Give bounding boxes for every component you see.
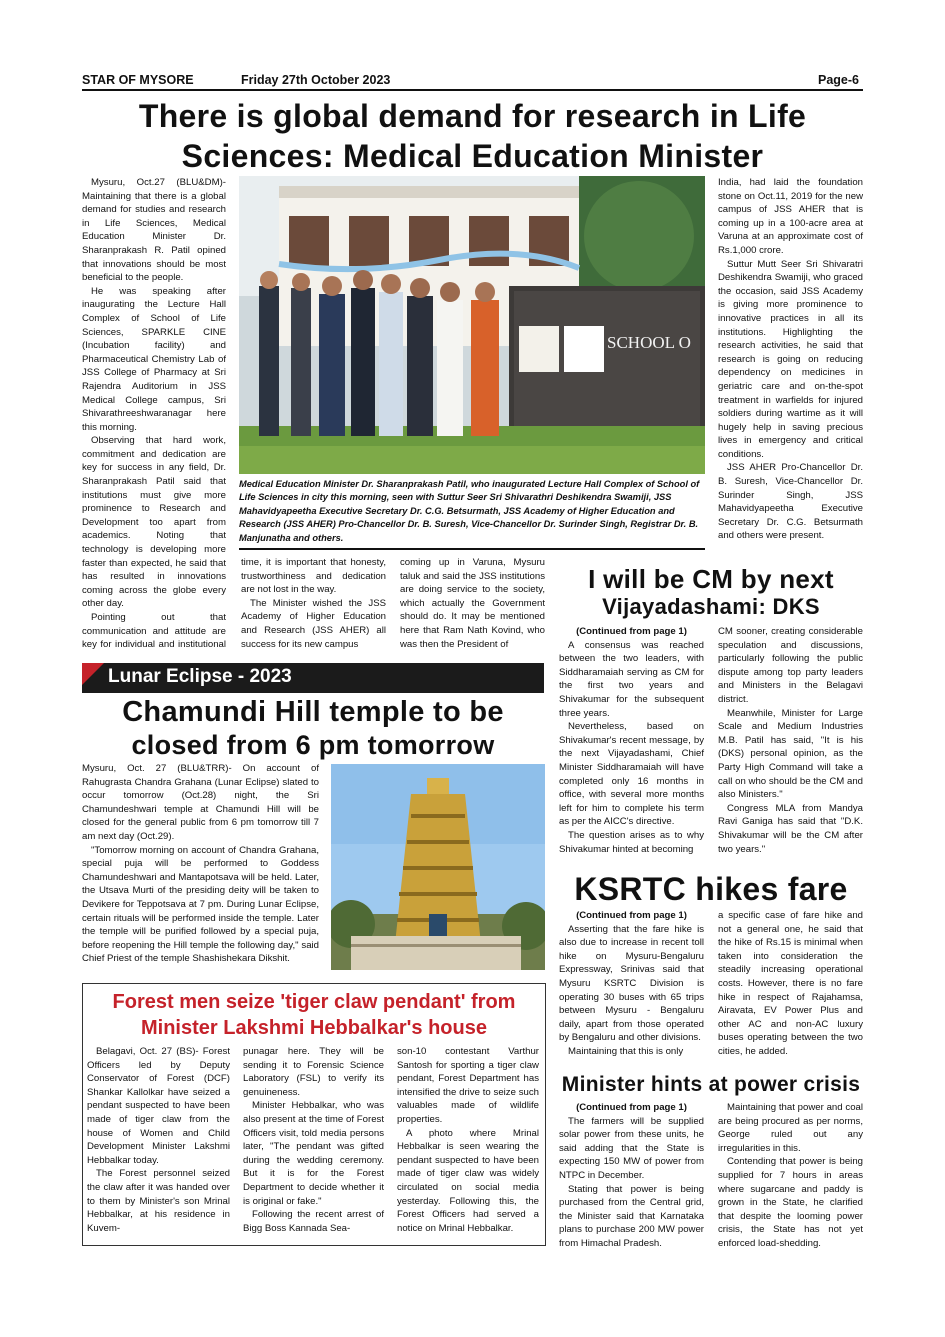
lead-paragraph: coming up in Varuna, Mysuru taluk and said the JSS institutions are doing service to the society, which actually the Government should do. It may be mentioned here that Ram Nath Kovind, who was then the President of [400,557,545,650]
forest-paragraph: Belagavi, Oct. 27 (BS)- Forest Officers led by Deputy Conservator of Forest (DCF) Shankar Kallolkar have seized a pendant suspected to have been made of tiger claw from the house of Women and Child Development Minister Lakshmi Hebbalkar today. [87,1046,230,1166]
cm-paragraph: A consensus was reached between the two leaders, with Siddharamaiah serving as CM for the first two years and Shivakumar for the subsequent three years. [559,639,704,719]
temple-photo [331,764,545,970]
forest-column-2 [243,1045,384,1235]
lead-column-1 [82,176,226,650]
cm-column-2 [718,625,863,856]
forest-headline-line2: Minister Lakshmi Hebbalkar's house [141,1017,487,1039]
cm-paragraph: Meanwhile, Minister for Large Scale and Medium Industries M.B. Patil has said, "It is his (DKS) personal opinion, as the Party High Command will take a call on who should be the CM and also Ministers." [718,707,863,801]
lead-paragraph: The Minister wished the JSS Academy of Higher Education and Research (JSS AHER) all success for its new campus [241,597,386,650]
forest-paragraph: punagar here. They will be sending it to Forensic Science Laboratory (FSL) to verify its genuineness. [243,1046,384,1098]
cm-paragraph: The question arises as to why Shivakumar hinted at becoming [559,829,704,855]
lead-headline-line1: There is global demand for research in Life [138,98,807,134]
paper-name: STAR OF MYSORE [82,73,194,87]
lead-paragraph: time, it is important that honesty, trustworthiness and dedication are not lost in the way. [241,557,386,596]
header-rule [82,89,863,91]
lead-column-2 [241,556,386,651]
ksrtc-headline: KSRTC hikes fare [574,871,848,907]
lunar-eclipse-banner [82,663,544,693]
photo-sign-text: SCHOOL O [607,333,691,352]
cm-paragraph: Congress MLA from Mandya Ravi Ganiga has said that "D.K. Shivakumar will be the CM after two years." [718,802,863,855]
banner-text: Lunar Eclipse - 2023 [108,666,292,687]
lead-headline-line2: Sciences: Medical Education Minister [181,138,764,174]
cm-headline-line1: I will be CM by next [588,564,834,594]
cm-headline-line2: Vijayadashami: DKS [602,594,820,619]
power-headline: Minister hints at power crisis [561,1073,861,1096]
continued-label: (Continued from page 1) [576,626,687,637]
eclipse-paragraph: "Tomorrow morning on account of Chandra Grahana, special puja will be performed to Goddess Chamundeshwari and Mantapotsava will be held. Later, the Utsava Murti of the presiding deity will be taken to Devikere for Teppotsava at 7 pm. During Lunar Eclipse, certain rituals will be performed inside the temple. Later the temple will be purified followed by a special puja, before reopening the Hill temple the following day," said Chief Priest of the temple Shashishekara Dikshit. [82,844,319,965]
eclipse-headline-line2: closed from 6 pm tomorrow [131,730,495,760]
forest-headline-line1: Forest men seize 'tiger claw pendant' from [112,991,516,1013]
eclipse-paragraph: Mysuru, Oct. 27 (BLU&TRR)- On account of Rahugrasta Chandra Grahana (Lunar Eclipse) slated to occur tomorrow (Oct.28) night, the Sri Chamundeshwari temple at Chamundi Hill will be closed for the general public from 6 pm tomorrow till 7 am next day (Oct.29). [82,763,319,842]
forest-paragraph: son-10 contestant Varthur Santosh for sporting a tiger claw pendant, Forest Department has intensified the drive to seize such valuables made of wildlife properties. [397,1046,539,1125]
power-paragraph: Contending that power is being supplied for 7 hours in areas where sugarcane and paddy is grown in the State, he clarified that despite the looming power crisis, the State has not yet enforced load-shedding. [718,1156,863,1249]
lead-photo-caption: Medical Education Minister Dr. Sharanprakash Patil, who inaugurated Lecture Hall Complex of School of Life Sciences in city this morning, seen with Suttur Seer Sri Shivarathri Deshikendra Swamiji, JSS Mahavidyapeetha Executive Secretary Dr. C.G. Betsurmath, JSS Academy of Higher Education and Research (JSS AHER) Pro-Chancellor Dr. B. Suresh, Vice-Chancellor Dr. Surinder Singh, Registrar Dr. B. Manjunatha and others. [239,479,700,543]
cm-column-1 [559,625,704,856]
ksrtc-paragraph: Asserting that the fare hike is also due to increase in recent toll hike on Mysuru-Bengaluru Expressway, Srinivas said that Mysuru KSRTC Division is operating 30 buses with 65 trips between Mysuru - Bengaluru daily, apart from those operated by Bengaluru and other divisions. [559,923,704,1044]
lead-paragraph: Suttur Mutt Seer Sri Shivaratri Deshikendra Swamiji, who graced the occasion, said JSS Academy is giving more prominence to innovative practices in all its institutions. Highlighting the research activities, he said that research is going on reducing dependency on medicines in geriatric care and on-the-spot treatment in warfields for injured soldiers during wartime as it will hugely help in saving precious lives in emergency and critical conditions. [718,258,863,460]
ksrtc-column-2 [718,909,863,1059]
lead-paragraph: Observing that hard work, commitment and dedication are key for success in any field, Dr. Sharanprakash Patil said that institutions must give more prominence to Research and Development too apart from academics. Noting that technology is developing more faster than expected, he said that has resulted in innovations coming across the globe every other day. [82,435,226,610]
ksrtc-paragraph: Maintaining that this is only [568,1045,684,1057]
lead-column-3 [400,556,545,651]
ksrtc-paragraph: a specific case of fare hike and not a general one, he said that the hike of Rs.15 is minimal when taken into consideration the steadily increasing operational costs. However, there is no fare hike in respect of Rajahamsa, Airavata, EV Power Plus and other AC and non-AC luxury buses operating between the two cities, he added. [718,910,863,1057]
power-column-2 [718,1101,863,1251]
power-column-1 [559,1101,704,1251]
forest-column-1 [87,1045,230,1235]
page-number: Page-6 [818,73,859,87]
ksrtc-column-1 [559,909,704,1059]
forest-paragraph: A photo where Mrinal Hebbalkar is seen wearing the pendant suspected to have been made of tiger claw was widely circulated on social media yesterday. Following this, the Forest Officers had served a notice on Mrinal Hebbalkar. [397,1127,539,1234]
lead-paragraph: Mysuru, Oct.27 (BLU&DM)- Maintaining that there is a global demand for studies and research in Life Sciences, Medical Education Minister Dr. Sharanprakash R. Patil opined that innovations should be most beneficial to the people. [82,177,226,284]
forest-paragraph: The Forest personnel seized the claw after it was handed over to them by Minister's son Mrinal Hebbalkar, at his residence in Kuvem- [87,1168,230,1234]
continued-label: (Continued from page 1) [576,1102,687,1113]
lead-paragraph: He was speaking after inaugurating the Lecture Hall Complex of School of Life Sciences, SPARKLE CINE (Incubation facility) and Pharmaceutical Chemistry Lab of JSS College of Pharmacy at Sri Rajendra Auditorium in JSS Medical College campus, Sri Shivarathreeshwaranagar here this morning. [82,285,226,433]
caption-rule [239,548,705,550]
lead-paragraph: India, had laid the foundation stone on Oct.11, 2019 for the new campus of JSS AHER that is coming up in a 100-acre area at Varuna at an approximate cost of Rs.1,000 crore. [718,177,863,256]
eclipse-headline-line1: Chamundi Hill temple to be [122,696,504,728]
lead-paragraph: JSS AHER Pro-Chancellor Dr. B. Suresh, Vice-Chancellor Dr. Surinder Singh, JSS Mahavidyapeetha Executive Secretary Dr. C.G. Betsurmath and others were present. [718,462,863,542]
lead-paragraph: Pointing out that communication and attitude are key for individual and institutional [82,612,226,650]
forest-paragraph: Minister Hebbalkar, who was also present at the time of Forest Officers visit, told media persons later, "The pendant was gifted during the wedding ceremony. But it is for the Forest Department to decide whether it is original or fake." [243,1100,384,1207]
forest-column-3 [397,1045,539,1235]
continued-label: (Continued from page 1) [576,910,687,921]
power-paragraph: Maintaining that power and coal are being procured as per norms, George ruled out any irregularities in this. [718,1102,863,1154]
cm-paragraph: Nevertheless, based on Shivakumar's recent message, by the next Vijayadashami, Chief Minister Siddharamaiah will have completed only 16 months in office, with several more months left for him to complete his term as per the AICC's directive. [559,721,704,828]
banner-red-triangle-icon [82,663,104,693]
power-paragraph: The farmers will be supplied solar power from these units, he said adding that the State is expecting 150 MW of power from NTPC in December. [559,1115,704,1181]
forest-paragraph: Following the recent arrest of Bigg Boss Kannada Sea- [243,1209,384,1234]
issue-date: Friday 27th October 2023 [241,73,391,87]
cm-paragraph: CM sooner, creating considerable speculation and discussions, particularly following the public dispute among top party leaders and Ministers in the Belagavi district. [718,626,863,705]
lead-photo [239,176,705,474]
eclipse-body [82,762,319,966]
lead-column-4 [718,176,863,543]
power-paragraph: Stating that power is being purchased from the Central grid, the Minister said that Karnataka plans to purchase 200 MW power from Himachal Pradesh. [559,1183,704,1249]
